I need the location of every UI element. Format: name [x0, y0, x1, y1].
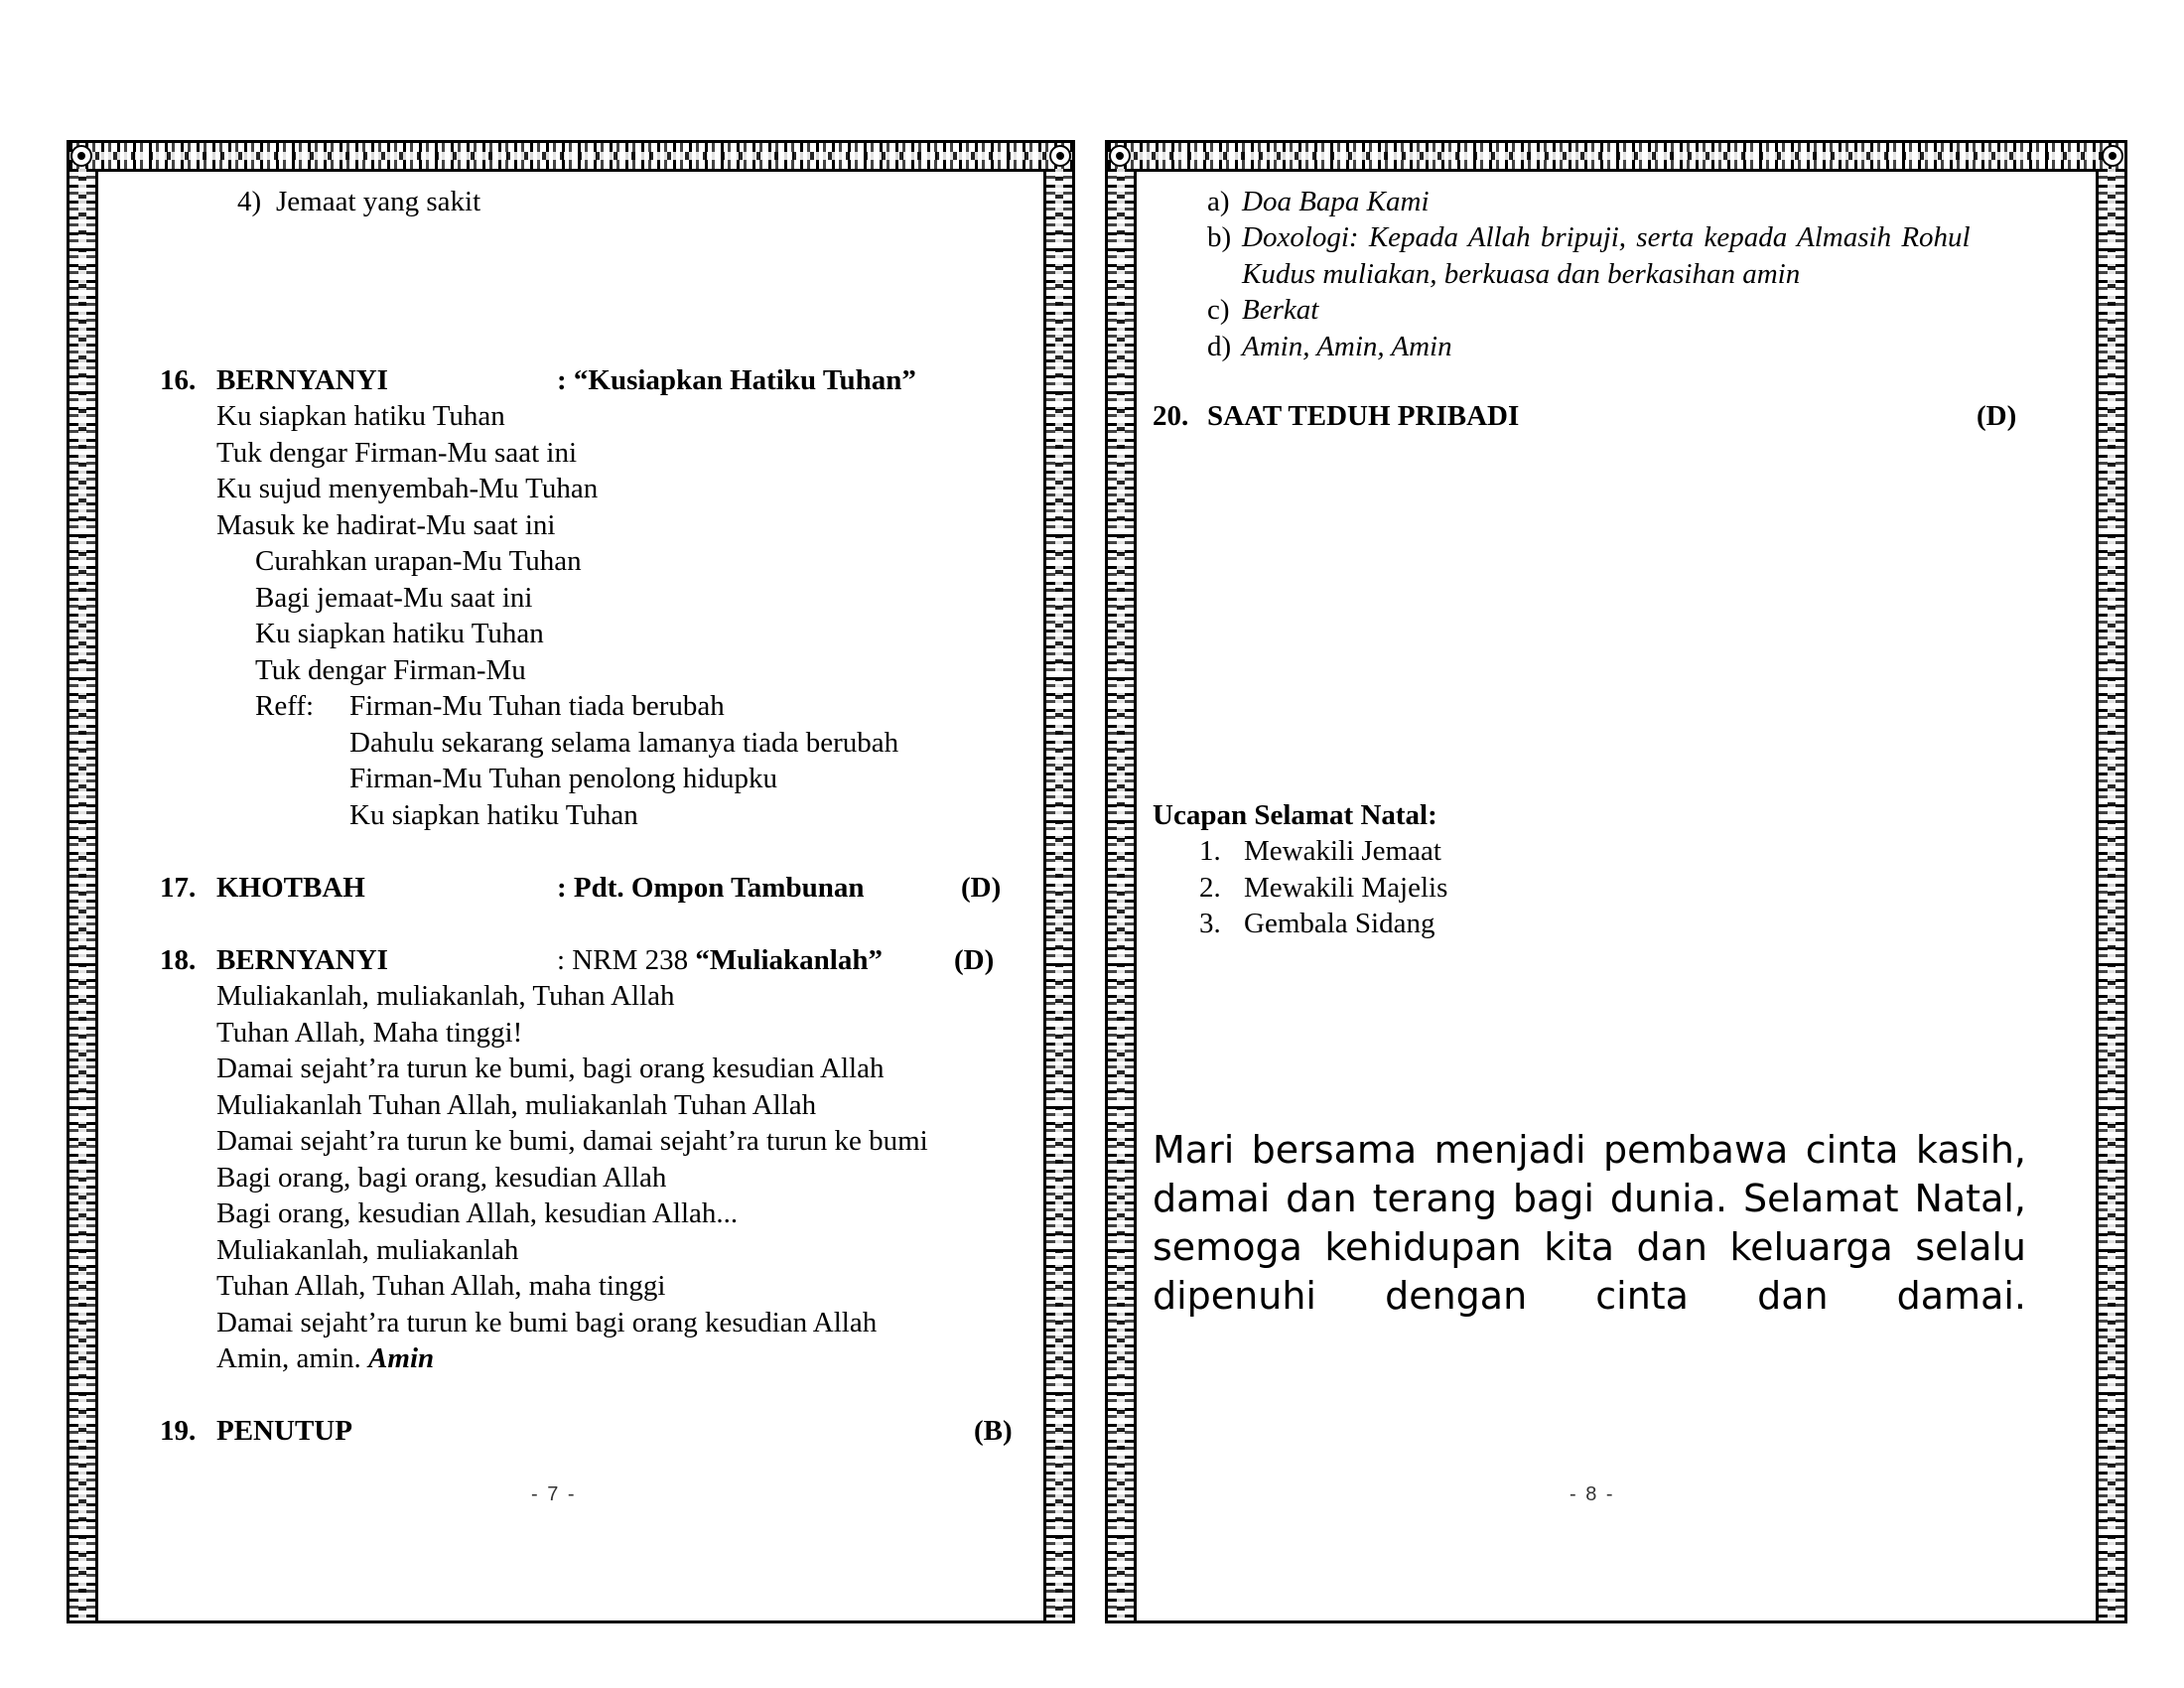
- list-item-text: Doxologi: Kepada Allah bripuji, serta kepada Almasih Rohul: [1242, 221, 1971, 253]
- list-item-continuation: Kudus muliakan, berkuasa dan berkasihan amin: [1242, 258, 1801, 290]
- section-number: 20.: [1153, 400, 1189, 432]
- lyric-text: Amin, amin.: [216, 1342, 369, 1374]
- border-corner-ornament: [1049, 145, 1071, 167]
- role-marker: (D): [954, 944, 995, 976]
- lyric-line: Muliakanlah Tuhan Allah, muliakanlah Tuhan Allah: [216, 1089, 817, 1121]
- lyric-line: Damai sejaht’ra turun ke bumi, bagi orang kesudian Allah: [216, 1053, 885, 1084]
- list-item-text: Jemaat yang sakit: [276, 186, 481, 217]
- lyric-line: Damai sejaht’ra turun ke bumi, damai sejaht’ra turun ke bumi: [216, 1125, 928, 1157]
- lyric-line: Firman-Mu Tuhan penolong hidupku: [349, 763, 777, 794]
- ornamental-border-top: [69, 143, 1072, 172]
- lyric-line: Curahkan urapan-Mu Tuhan: [255, 545, 582, 577]
- list-item-text: Berkat: [1242, 294, 1319, 326]
- lyric-line: Bagi orang, bagi orang, kesudian Allah: [216, 1162, 667, 1194]
- list-marker: b): [1207, 221, 1232, 253]
- section-title: SAAT TEDUH PRIBADI: [1207, 400, 1520, 432]
- ornamental-border-top: [1108, 143, 2124, 172]
- ornamental-border-left: [1108, 169, 1137, 1620]
- role-marker: (D): [1977, 400, 2017, 432]
- list-marker: c): [1207, 294, 1230, 326]
- section-title: BERNYANYI: [216, 364, 388, 396]
- section-number: 18.: [160, 944, 197, 976]
- list-item-text: Gembala Sidang: [1244, 908, 1435, 939]
- greeting-title: Ucapan Selamat Natal:: [1153, 799, 1437, 831]
- hymn-number: : NRM 238: [557, 944, 696, 976]
- list-item-text: Mewakili Majelis: [1244, 872, 1448, 904]
- ornamental-border-right: [1043, 169, 1072, 1620]
- section-number: 19.: [160, 1415, 197, 1447]
- lyric-line: Ku siapkan hatiku Tuhan: [255, 618, 544, 649]
- list-marker: 3.: [1199, 908, 1221, 939]
- section-number: 17.: [160, 872, 197, 904]
- closing-message: Mari bersama menjadi pembawa cinta kasih, damai dan terang bagi dunia. Selamat Natal, semoga kehidupan kita dan keluarga selalu dipenuhi dengan cinta dan damai.: [1153, 1128, 2026, 1318]
- ornamental-border-left: [69, 169, 98, 1620]
- lyric-line: Bagi jemaat-Mu saat ini: [255, 582, 533, 614]
- ornamental-border-right: [2096, 169, 2124, 1620]
- page-number: - 7 -: [531, 1483, 577, 1505]
- lyric-line: [216, 1340, 434, 1377]
- page-left: [67, 140, 1075, 1623]
- lyric-line: Ku sujud menyembah-Mu Tuhan: [216, 473, 599, 504]
- lyric-line: Ku siapkan hatiku Tuhan: [349, 799, 638, 831]
- song-title: “Muliakanlah”: [695, 944, 883, 976]
- border-corner-ornament: [1109, 145, 1131, 167]
- list-marker: 2.: [1199, 872, 1221, 904]
- lyric-line: Tuhan Allah, Maha tinggi!: [216, 1017, 523, 1049]
- role-marker: (B): [974, 1415, 1013, 1447]
- list-item-text: Mewakili Jemaat: [1244, 835, 1441, 867]
- lyric-line: Dahulu sekarang selama lamanya tiada berubah: [349, 727, 899, 759]
- lyric-line: Tuhan Allah, Tuhan Allah, maha tinggi: [216, 1270, 666, 1302]
- lyric-line: Muliakanlah, muliakanlah: [216, 1234, 519, 1266]
- list-marker: a): [1207, 186, 1230, 217]
- lyric-line: Bagi orang, kesudian Allah, kesudian Allah...: [216, 1197, 739, 1229]
- section-title: KHOTBAH: [216, 872, 365, 904]
- lyric-line: Tuk dengar Firman-Mu saat ini: [216, 437, 578, 469]
- song-reference: [557, 942, 883, 979]
- list-item-text: Amin, Amin, Amin: [1242, 331, 1452, 362]
- section-title: BERNYANYI: [216, 944, 388, 976]
- song-title: : “Kusiapkan Hatiku Tuhan”: [557, 364, 916, 396]
- reff-label: Reff:: [255, 690, 315, 722]
- preacher-name: : Pdt. Ompon Tambunan: [557, 872, 865, 904]
- list-marker: 4): [237, 186, 262, 217]
- page-right: [1105, 140, 2127, 1623]
- role-marker: (D): [961, 872, 1002, 904]
- border-corner-ornament: [2102, 145, 2123, 167]
- lyric-line: Ku siapkan hatiku Tuhan: [216, 400, 505, 432]
- lyric-line: Masuk ke hadirat-Mu saat ini: [216, 509, 556, 541]
- lyric-line: Damai sejaht’ra turun ke bumi bagi orang kesudian Allah: [216, 1307, 878, 1338]
- list-marker: 1.: [1199, 835, 1221, 867]
- lyric-emphasis: Amin: [368, 1342, 435, 1374]
- list-marker: d): [1207, 331, 1232, 362]
- section-title: PENUTUP: [216, 1415, 352, 1447]
- lyric-line: Tuk dengar Firman-Mu: [255, 654, 526, 686]
- list-item-text: Doa Bapa Kami: [1242, 186, 1430, 217]
- section-number: 16.: [160, 364, 197, 396]
- page-number: - 8 -: [1570, 1483, 1615, 1505]
- lyric-line: Muliakanlah, muliakanlah, Tuhan Allah: [216, 980, 675, 1012]
- lyric-line: Firman-Mu Tuhan tiada berubah: [349, 690, 725, 722]
- border-corner-ornament: [70, 145, 92, 167]
